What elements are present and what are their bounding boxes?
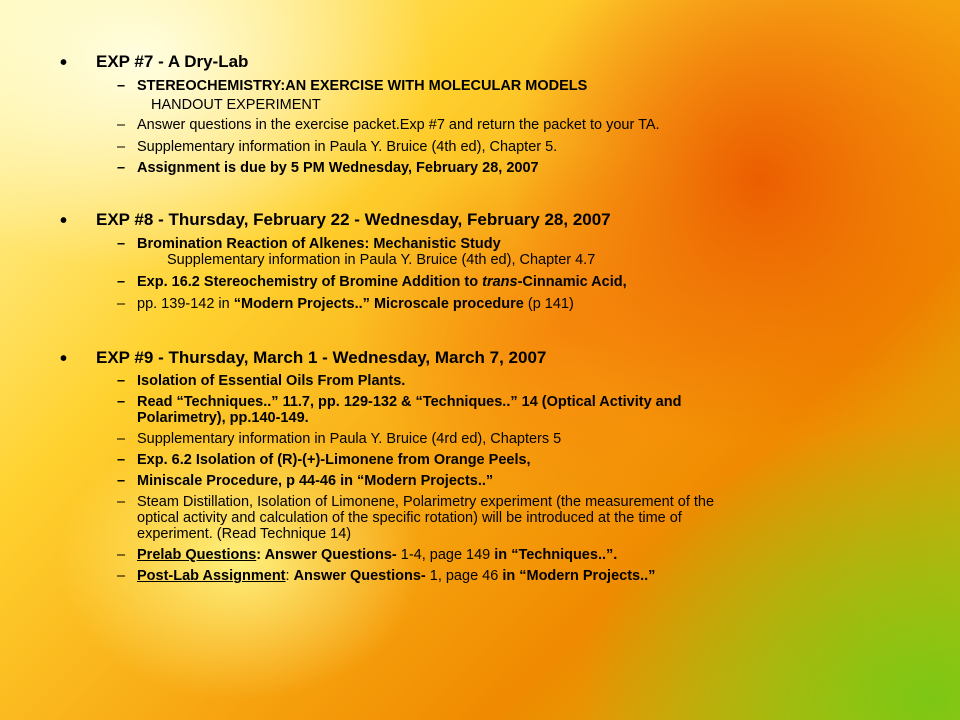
exp9-item-2b: Polarimetry), pp.140-149. (137, 410, 309, 426)
exp9-item-7: – Prelab Questions: Answer Questions- 1-4, page 149 in “Techniques..”. (117, 547, 618, 563)
bullet: • (60, 348, 68, 370)
exp7-item-4: – Assignment is due by 5 PM Wednesday, February 28, 2007 (117, 160, 539, 176)
exp9-item-2: – Read “Techniques..” 11.7, pp. 129-132 & “Techniques..” 14 (Optical Activity and (117, 394, 682, 410)
exp9-item-8: – Post-Lab Assignment: Answer Questions- 1, page 46 in “Modern Projects..” (117, 568, 656, 584)
exp7-title: EXP #7 - A Dry-Lab (96, 52, 249, 71)
section-exp8 (60, 210, 940, 312)
exp9-title: EXP #9 - Thursday, March 1 - Wednesday, March 7, 2007 (96, 348, 547, 367)
bullet: • (60, 52, 68, 74)
exp9-item-6b: optical activity and calculation of the specific rotation) will be introduced at the time of (137, 510, 682, 526)
exp7-item-1: – STEREOCHEMISTRY:AN EXERCISE WITH MOLECULAR MODELS (117, 78, 588, 94)
exp7-item-2: – Answer questions in the exercise packet.Exp #7 and return the packet to your TA. (117, 117, 660, 133)
section-exp9 (60, 348, 940, 584)
exp8-item-3: – pp. 139-142 in “Modern Projects..” Microscale procedure (p 141) (117, 296, 574, 312)
exp7-item-3: – Supplementary information in Paula Y. Bruice (4th ed), Chapter 5. (117, 139, 558, 155)
exp9-item-1: – Isolation of Essential Oils From Plants. (117, 373, 406, 389)
exp8-item-1: – Bromination Reaction of Alkenes: Mechanistic Study (117, 236, 501, 252)
exp8-item-2: – Exp. 16.2 Stereochemistry of Bromine Addition to trans-Cinnamic Acid, (117, 274, 627, 290)
exp8-title: EXP #8 - Thursday, February 22 - Wednesday, February 28, 2007 (96, 210, 611, 229)
bullet: • (60, 210, 68, 232)
exp9-item-3: – Supplementary information in Paula Y. Bruice (4rd ed), Chapters 5 (117, 431, 562, 447)
section-exp7 (60, 52, 940, 176)
exp9-item-6: – Steam Distillation, Isolation of Limonene, Polarimetry experiment (the measurement of the (117, 494, 715, 510)
exp9-item-5: – Miniscale Procedure, p 44-46 in “Modern Projects..” (117, 473, 494, 489)
exp7-item-1b: HANDOUT EXPERIMENT (151, 97, 321, 113)
exp9-item-6c: experiment. (Read Technique 14) (137, 526, 352, 542)
exp8-item-1b: Supplementary information in Paula Y. Bruice (4th ed), Chapter 4.7 (167, 252, 596, 268)
exp9-item-4: – Exp. 6.2 Isolation of (R)-(+)-Limonene from Orange Peels, (117, 452, 531, 468)
